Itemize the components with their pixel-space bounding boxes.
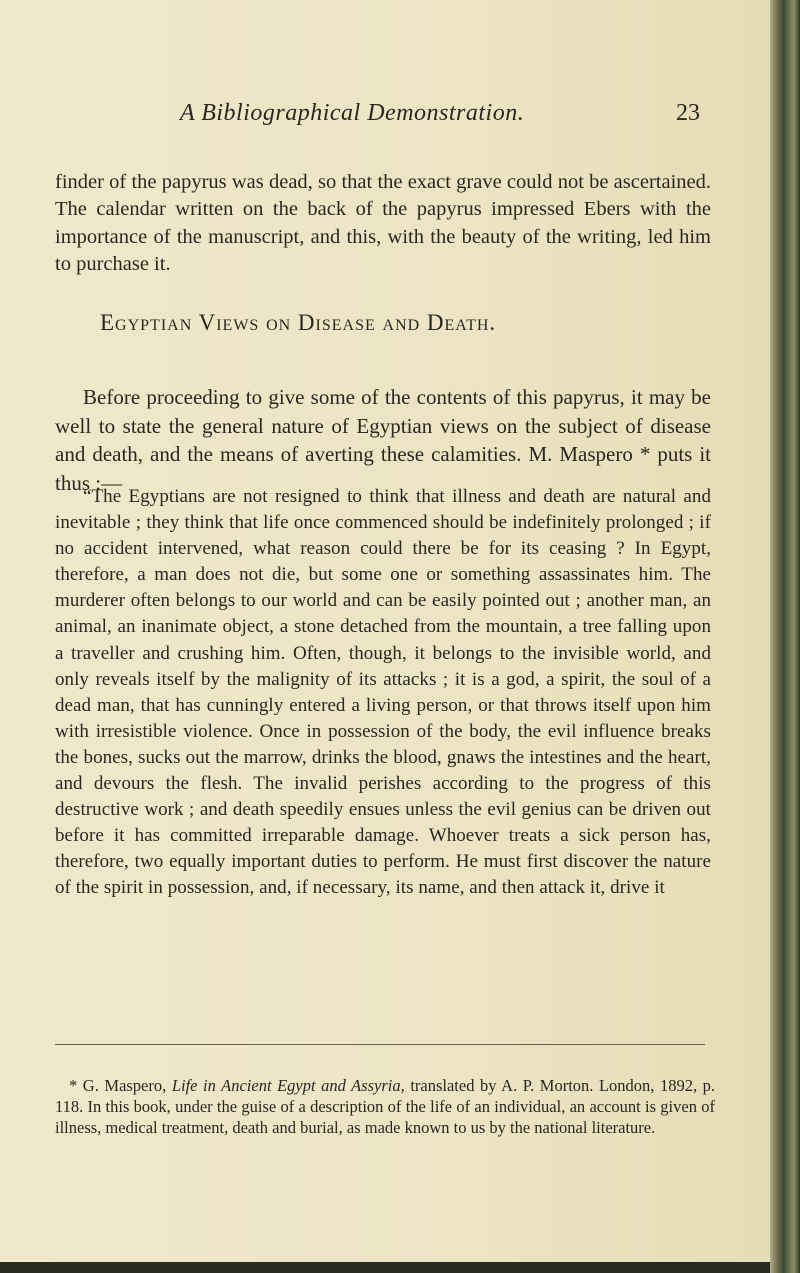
paragraph-intro: Before proceeding to give some of the contents of this papyrus, it may be well to state the general nature of Egyptian views on the subject of disease and death, and the means of averting these calamities. M. Maspero * puts it thus :— <box>55 385 711 496</box>
maspero-quote: “The Egyptians are not resigned to think that illness and death are natural and inevitable ; they think that life once commenced should be indefinitely prolonged ; if no accident intervened, what reason could there be for its ceasing ? In Egypt, therefore, a man does not die, but some one or something assassinates him. The murderer often belongs to our world and can be easily pointed out ; another man, an animal, an inanimate object, a stone detached from the mountain, a tree falling upon a traveller and crushing him. Often, though, it belongs to the invisible world, and only reveals itself by the malignity of its attacks ; it is a god, a spirit, the soul of a dead man, that has cunningly entered a living person, or that throws itself upon him with irresistible violence. Once in possession of the body, the evil influence breaks the bones, sucks out the marrow, drinks the blood, gnaws the intestines and the heart, and devours the flesh. The invalid perishes according to the progress of this destructive work ; and death speedily ensues unless the evil genius can be driven out before it has committed irreparable damage. Whoever treats a sick person has, therefore, two equally important duties to perform. He must first discover the nature of the spirit in possession, and, if necessary, its name, and then attack it, drive it <box>55 486 711 899</box>
book-spine <box>770 0 800 1273</box>
footnote-rule <box>55 1044 705 1045</box>
footnote-prefix: * G. Maspero, <box>69 1075 167 1095</box>
page-bottom-edge <box>0 1262 770 1273</box>
paragraph-continued: finder of the papyrus was dead, so that the exact grave could not be ascertained. The calendar written on the back of the papyrus impressed Ebers with the importance of the manuscript, and this, with the beauty of the writing, led him to purchase it. <box>55 170 711 276</box>
footnote <box>55 1075 715 1139</box>
running-head <box>60 100 700 130</box>
footnote-book-title: Life in Ancient Egypt and Assyria, <box>171 1075 405 1095</box>
section-heading: Egyptian Views on Disease and Death. <box>100 310 497 335</box>
running-title: A Bibliographical Demonstration. <box>180 100 525 126</box>
footnote-rest: translated by A. P. Morton. London, 1892, p. 118. In this book, under the guise of a description of the life of an individual, an account is given of illness, medical treatment, death and burial, as made known to us by the national literature. <box>55 1075 716 1138</box>
page-number: 23 <box>676 100 700 126</box>
